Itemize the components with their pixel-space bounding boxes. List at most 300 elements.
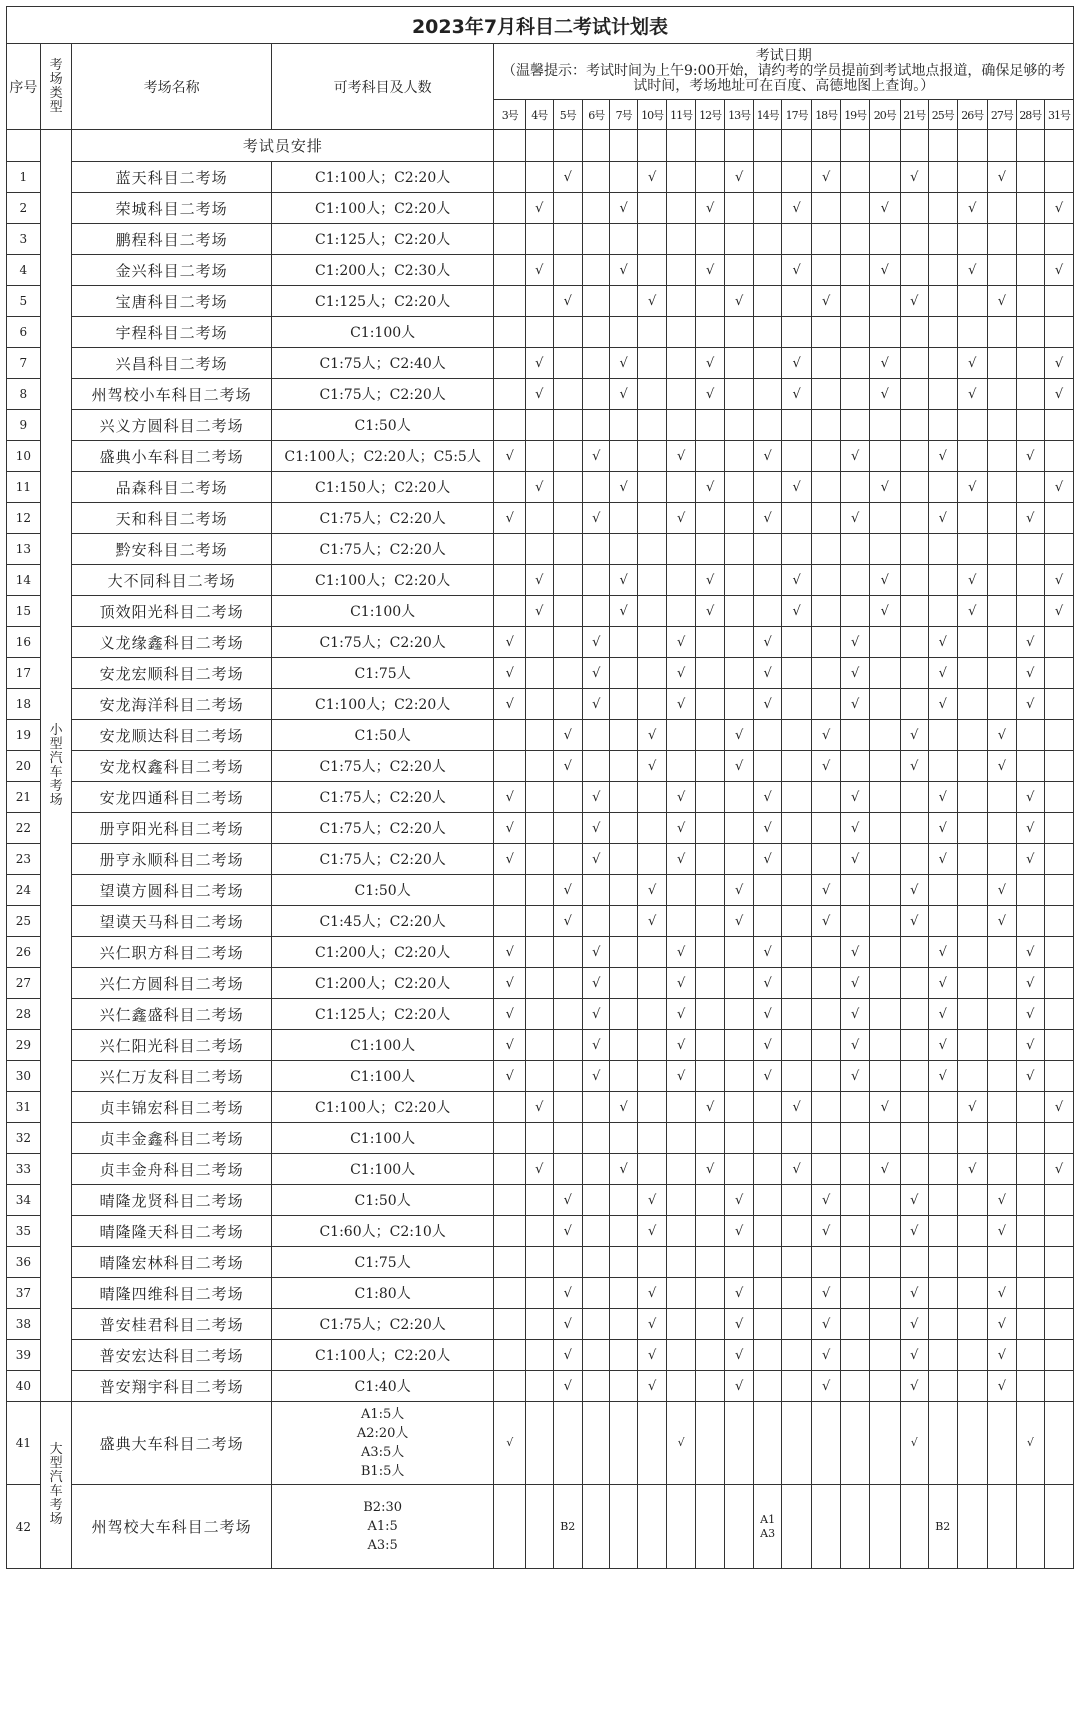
venue-subjects: C1:75人；C2:20人 xyxy=(271,782,494,813)
empty-cell xyxy=(753,317,781,348)
check-mark: √ xyxy=(811,720,841,751)
empty-cell xyxy=(1045,1216,1074,1247)
empty-cell xyxy=(667,1123,695,1154)
empty-cell xyxy=(695,813,725,844)
empty-cell xyxy=(1016,1278,1044,1309)
empty-cell xyxy=(667,410,695,441)
empty-cell xyxy=(553,472,583,503)
empty-cell xyxy=(1045,1247,1074,1278)
empty-cell xyxy=(610,627,637,658)
schedule-mark: √ xyxy=(667,1402,695,1485)
venue-subjects: C1:50人 xyxy=(271,875,494,906)
empty-cell xyxy=(526,1340,553,1371)
empty-cell xyxy=(695,1485,725,1569)
check-mark: √ xyxy=(782,255,812,286)
empty-cell xyxy=(957,1278,988,1309)
venue-subjects: C1:75人；C2:40人 xyxy=(271,348,494,379)
empty-cell xyxy=(753,1309,781,1340)
empty-cell xyxy=(667,720,695,751)
venue-subjects: C1:100人；C2:20人 xyxy=(271,193,494,224)
empty-cell xyxy=(988,1154,1016,1185)
row-number: 16 xyxy=(7,627,41,658)
empty-cell xyxy=(637,1247,667,1278)
check-mark: √ xyxy=(929,441,957,472)
empty-cell xyxy=(526,1216,553,1247)
empty-cell xyxy=(637,968,667,999)
row-number: 12 xyxy=(7,503,41,534)
day-header: 25号 xyxy=(929,100,957,130)
empty-cell xyxy=(494,596,526,627)
check-mark: √ xyxy=(667,441,695,472)
row-number: 25 xyxy=(7,906,41,937)
empty-cell xyxy=(869,1247,900,1278)
venue-name: 安龙权鑫科目二考场 xyxy=(72,751,271,782)
venue-subjects: C1:75人；C2:20人 xyxy=(271,379,494,410)
empty-cell xyxy=(929,162,957,193)
check-mark: √ xyxy=(725,1340,753,1371)
venue-name: 普安宏达科目二考场 xyxy=(72,1340,271,1371)
empty-cell xyxy=(782,1278,812,1309)
empty-cell xyxy=(526,286,553,317)
check-mark: √ xyxy=(841,844,869,875)
empty-cell xyxy=(782,875,812,906)
empty-cell xyxy=(667,348,695,379)
empty-cell xyxy=(900,503,928,534)
empty-cell xyxy=(725,627,753,658)
table-row xyxy=(7,968,1074,999)
check-mark: √ xyxy=(900,1309,928,1340)
venue-name: 天和科目二考场 xyxy=(72,503,271,534)
table-row xyxy=(7,1185,1074,1216)
check-mark: √ xyxy=(583,1030,610,1061)
empty-cell xyxy=(583,162,610,193)
empty-cell xyxy=(900,1247,928,1278)
check-mark: √ xyxy=(610,1092,637,1123)
empty-cell xyxy=(900,379,928,410)
venue-subjects: C1:200人；C2:30人 xyxy=(271,255,494,286)
empty-cell xyxy=(526,1185,553,1216)
empty-cell xyxy=(869,503,900,534)
empty-cell xyxy=(695,503,725,534)
venue-name: 望谟方圆科目二考场 xyxy=(72,875,271,906)
row-number: 15 xyxy=(7,596,41,627)
venue-subjects: C1:100人；C2:20人 xyxy=(271,689,494,720)
row-number: 3 xyxy=(7,224,41,255)
check-mark: √ xyxy=(1016,1061,1044,1092)
empty-cell xyxy=(1045,689,1074,720)
empty-cell xyxy=(753,751,781,782)
empty-cell xyxy=(494,1309,526,1340)
empty-cell xyxy=(526,627,553,658)
empty-cell xyxy=(869,1061,900,1092)
header-subjects: 可考科目及人数 xyxy=(271,44,494,130)
empty-cell xyxy=(782,751,812,782)
venue-name: 兴仁阳光科目二考场 xyxy=(72,1030,271,1061)
empty-cell xyxy=(526,224,553,255)
check-mark: √ xyxy=(667,1030,695,1061)
check-mark: √ xyxy=(583,441,610,472)
empty-cell xyxy=(753,379,781,410)
empty-cell xyxy=(957,1123,988,1154)
check-mark: √ xyxy=(957,193,988,224)
empty-cell xyxy=(957,1061,988,1092)
check-mark: √ xyxy=(929,658,957,689)
check-mark: √ xyxy=(753,503,781,534)
empty-cell xyxy=(900,1061,928,1092)
empty-cell xyxy=(667,1216,695,1247)
check-mark: √ xyxy=(900,286,928,317)
venue-subjects: C1:100人；C2:20人；C5:5人 xyxy=(271,441,494,472)
empty-cell xyxy=(695,937,725,968)
empty-cell xyxy=(610,534,637,565)
empty-cell xyxy=(988,1402,1016,1485)
empty-cell xyxy=(869,1371,900,1402)
empty-cell xyxy=(553,348,583,379)
empty-cell xyxy=(929,410,957,441)
venue-name: 兴仁万友科目二考场 xyxy=(72,1061,271,1092)
empty-cell xyxy=(725,1402,753,1485)
empty-cell xyxy=(494,317,526,348)
schedule-mark: B2 xyxy=(929,1485,957,1569)
empty-cell xyxy=(900,472,928,503)
empty-cell xyxy=(782,1371,812,1402)
check-mark: √ xyxy=(637,1371,667,1402)
empty-cell xyxy=(929,875,957,906)
empty-cell xyxy=(841,193,869,224)
empty-cell xyxy=(988,1123,1016,1154)
empty-cell xyxy=(526,844,553,875)
empty-cell xyxy=(929,193,957,224)
empty-cell xyxy=(753,193,781,224)
check-mark: √ xyxy=(988,720,1016,751)
empty-cell xyxy=(553,596,583,627)
empty-cell xyxy=(553,999,583,1030)
day-header: 11号 xyxy=(667,100,695,130)
empty-cell xyxy=(553,627,583,658)
empty-cell xyxy=(526,1371,553,1402)
empty-cell xyxy=(782,658,812,689)
check-mark: √ xyxy=(526,1154,553,1185)
check-mark: √ xyxy=(869,1092,900,1123)
empty-cell xyxy=(753,410,781,441)
check-mark: √ xyxy=(553,1340,583,1371)
empty-cell xyxy=(988,503,1016,534)
venue-subjects: C1:100人；C2:20人 xyxy=(271,1092,494,1123)
venue-name: 普安桂君科目二考场 xyxy=(72,1309,271,1340)
check-mark: √ xyxy=(753,968,781,999)
table-row xyxy=(7,410,1074,441)
empty-cell xyxy=(526,1402,553,1485)
empty-cell xyxy=(841,534,869,565)
empty-cell xyxy=(929,1371,957,1402)
check-mark: √ xyxy=(869,379,900,410)
table-row xyxy=(7,1092,1074,1123)
check-mark: √ xyxy=(900,1340,928,1371)
empty-cell xyxy=(869,1278,900,1309)
empty-cell xyxy=(841,751,869,782)
check-mark: √ xyxy=(957,472,988,503)
empty-cell xyxy=(782,844,812,875)
empty-cell xyxy=(841,906,869,937)
empty-cell xyxy=(782,1123,812,1154)
empty-cell xyxy=(957,751,988,782)
empty-cell xyxy=(782,627,812,658)
empty-cell xyxy=(957,875,988,906)
empty-cell xyxy=(526,906,553,937)
table-row xyxy=(7,937,1074,968)
check-mark: √ xyxy=(526,472,553,503)
empty-cell xyxy=(957,1340,988,1371)
empty-cell xyxy=(695,162,725,193)
venue-name: 盛典大车科目二考场 xyxy=(72,1402,271,1485)
empty-cell xyxy=(811,1123,841,1154)
empty-cell xyxy=(957,968,988,999)
empty-cell xyxy=(583,1278,610,1309)
empty-cell xyxy=(725,503,753,534)
empty-cell xyxy=(957,534,988,565)
empty-cell xyxy=(725,472,753,503)
empty-cell xyxy=(869,317,900,348)
empty-cell xyxy=(869,999,900,1030)
empty-cell xyxy=(753,720,781,751)
check-mark: √ xyxy=(1016,627,1044,658)
check-mark: √ xyxy=(725,1309,753,1340)
check-mark: √ xyxy=(929,627,957,658)
empty-cell xyxy=(553,534,583,565)
venue-subjects: C1:75人；C2:20人 xyxy=(271,1309,494,1340)
empty-cell xyxy=(988,844,1016,875)
empty-cell xyxy=(667,472,695,503)
empty-cell xyxy=(526,875,553,906)
check-mark: √ xyxy=(667,813,695,844)
empty-cell xyxy=(695,720,725,751)
empty-cell xyxy=(610,1371,637,1402)
empty-cell xyxy=(811,441,841,472)
empty-cell xyxy=(957,627,988,658)
empty-cell xyxy=(725,999,753,1030)
table-row xyxy=(7,441,1074,472)
empty-cell xyxy=(869,224,900,255)
row-number: 11 xyxy=(7,472,41,503)
venue-name: 晴隆四维科目二考场 xyxy=(72,1278,271,1309)
check-mark: √ xyxy=(637,906,667,937)
empty-cell xyxy=(841,224,869,255)
venue-name: 晴隆宏林科目二考场 xyxy=(72,1247,271,1278)
empty-cell xyxy=(869,1123,900,1154)
check-mark: √ xyxy=(553,1185,583,1216)
empty-cell xyxy=(695,906,725,937)
empty-cell xyxy=(988,1030,1016,1061)
empty-cell xyxy=(526,1309,553,1340)
venue-name: 义龙缘鑫科目二考场 xyxy=(72,627,271,658)
empty-cell xyxy=(900,193,928,224)
check-mark: √ xyxy=(753,782,781,813)
venue-name: 兴仁方圆科目二考场 xyxy=(72,968,271,999)
empty-cell xyxy=(811,379,841,410)
check-mark: √ xyxy=(637,1185,667,1216)
empty-cell xyxy=(725,689,753,720)
venue-subjects: C1:40人 xyxy=(271,1371,494,1402)
empty-cell xyxy=(583,193,610,224)
empty-cell xyxy=(957,224,988,255)
check-mark: √ xyxy=(667,1061,695,1092)
row-number: 31 xyxy=(7,1092,41,1123)
empty-cell xyxy=(583,751,610,782)
empty-cell xyxy=(1045,720,1074,751)
empty-cell xyxy=(782,813,812,844)
empty-cell xyxy=(1016,1371,1044,1402)
empty-cell xyxy=(553,441,583,472)
empty-cell xyxy=(695,534,725,565)
empty-cell xyxy=(695,1185,725,1216)
empty-cell xyxy=(929,596,957,627)
check-mark: √ xyxy=(725,720,753,751)
check-mark: √ xyxy=(637,875,667,906)
empty-cell xyxy=(553,193,583,224)
empty-cell xyxy=(782,937,812,968)
empty-cell xyxy=(583,472,610,503)
empty-cell xyxy=(782,689,812,720)
check-mark: √ xyxy=(988,1309,1016,1340)
table-row xyxy=(7,875,1074,906)
check-mark: √ xyxy=(1016,658,1044,689)
check-mark: √ xyxy=(494,658,526,689)
check-mark: √ xyxy=(1045,1154,1074,1185)
venue-name: 蓝天科目二考场 xyxy=(72,162,271,193)
check-mark: √ xyxy=(553,906,583,937)
row-number: 37 xyxy=(7,1278,41,1309)
empty-cell xyxy=(1016,751,1044,782)
check-mark: √ xyxy=(929,937,957,968)
empty-cell xyxy=(494,1216,526,1247)
empty-cell xyxy=(610,1123,637,1154)
row-number: 27 xyxy=(7,968,41,999)
empty-cell xyxy=(1016,1092,1044,1123)
check-mark: √ xyxy=(526,596,553,627)
empty-cell xyxy=(725,813,753,844)
empty-cell xyxy=(1045,534,1074,565)
empty-cell xyxy=(753,1371,781,1402)
empty-cell xyxy=(1045,627,1074,658)
empty-cell xyxy=(637,193,667,224)
check-mark: √ xyxy=(583,844,610,875)
row-number: 14 xyxy=(7,565,41,596)
check-mark: √ xyxy=(494,813,526,844)
empty-cell xyxy=(1045,317,1074,348)
empty-cell xyxy=(610,317,637,348)
check-mark: √ xyxy=(725,162,753,193)
empty-cell xyxy=(753,596,781,627)
empty-cell xyxy=(610,875,637,906)
empty-cell xyxy=(583,1371,610,1402)
check-mark: √ xyxy=(869,472,900,503)
empty-cell xyxy=(695,689,725,720)
day-header: 7号 xyxy=(610,100,637,130)
empty-cell xyxy=(957,813,988,844)
check-mark: √ xyxy=(811,1340,841,1371)
empty-cell xyxy=(583,720,610,751)
check-mark: √ xyxy=(667,627,695,658)
empty-cell xyxy=(667,1371,695,1402)
empty-cell xyxy=(753,348,781,379)
venue-name: 盛典小车科目二考场 xyxy=(72,441,271,472)
empty-cell xyxy=(782,534,812,565)
check-mark: √ xyxy=(753,844,781,875)
empty-cell xyxy=(1045,1030,1074,1061)
venue-name: 宇程科目二考场 xyxy=(72,317,271,348)
empty-cell xyxy=(782,1402,812,1485)
empty-cell xyxy=(494,472,526,503)
empty-cell xyxy=(695,844,725,875)
empty-cell xyxy=(957,844,988,875)
empty-cell xyxy=(753,286,781,317)
header-name: 考场名称 xyxy=(72,44,271,130)
check-mark: √ xyxy=(553,1309,583,1340)
row-number: 34 xyxy=(7,1185,41,1216)
empty-cell xyxy=(900,410,928,441)
check-mark: √ xyxy=(494,968,526,999)
venue-subjects: C1:125人；C2:20人 xyxy=(271,224,494,255)
empty-cell xyxy=(583,565,610,596)
check-mark: √ xyxy=(725,875,753,906)
empty-cell xyxy=(695,441,725,472)
check-mark: √ xyxy=(637,1340,667,1371)
empty-cell xyxy=(782,720,812,751)
empty-cell xyxy=(553,317,583,348)
empty-cell xyxy=(1016,720,1044,751)
empty-cell xyxy=(1016,1216,1044,1247)
empty-cell xyxy=(583,596,610,627)
empty-cell xyxy=(695,627,725,658)
check-mark: √ xyxy=(1045,348,1074,379)
empty-cell xyxy=(610,1309,637,1340)
venue-subjects: C1:100人 xyxy=(271,317,494,348)
empty-cell xyxy=(1045,782,1074,813)
empty-cell xyxy=(526,1061,553,1092)
empty-cell xyxy=(811,1485,841,1569)
empty-cell xyxy=(695,1061,725,1092)
empty-cell xyxy=(1016,1123,1044,1154)
check-mark: √ xyxy=(811,1216,841,1247)
empty-cell xyxy=(1045,906,1074,937)
empty-cell xyxy=(725,596,753,627)
empty-cell xyxy=(610,1402,637,1485)
empty-cell xyxy=(957,1371,988,1402)
empty-cell xyxy=(782,162,812,193)
empty-cell xyxy=(526,658,553,689)
empty-cell xyxy=(667,875,695,906)
empty-cell xyxy=(782,1216,812,1247)
empty-cell xyxy=(957,1485,988,1569)
empty-cell xyxy=(869,1216,900,1247)
venue-name: 荣城科目二考场 xyxy=(72,193,271,224)
row-number: 21 xyxy=(7,782,41,813)
empty-cell xyxy=(811,224,841,255)
check-mark: √ xyxy=(494,1061,526,1092)
table-row xyxy=(7,255,1074,286)
venue-subjects xyxy=(271,1485,494,1569)
venue-name: 望谟天马科目二考场 xyxy=(72,906,271,937)
empty-cell xyxy=(869,906,900,937)
empty-cell xyxy=(553,968,583,999)
empty-cell xyxy=(929,286,957,317)
check-mark: √ xyxy=(494,689,526,720)
empty-cell xyxy=(900,596,928,627)
subject-line: B1:5人 xyxy=(360,1464,405,1479)
empty-cell xyxy=(695,286,725,317)
venue-subjects: C1:75人；C2:20人 xyxy=(271,813,494,844)
empty-cell xyxy=(695,1371,725,1402)
